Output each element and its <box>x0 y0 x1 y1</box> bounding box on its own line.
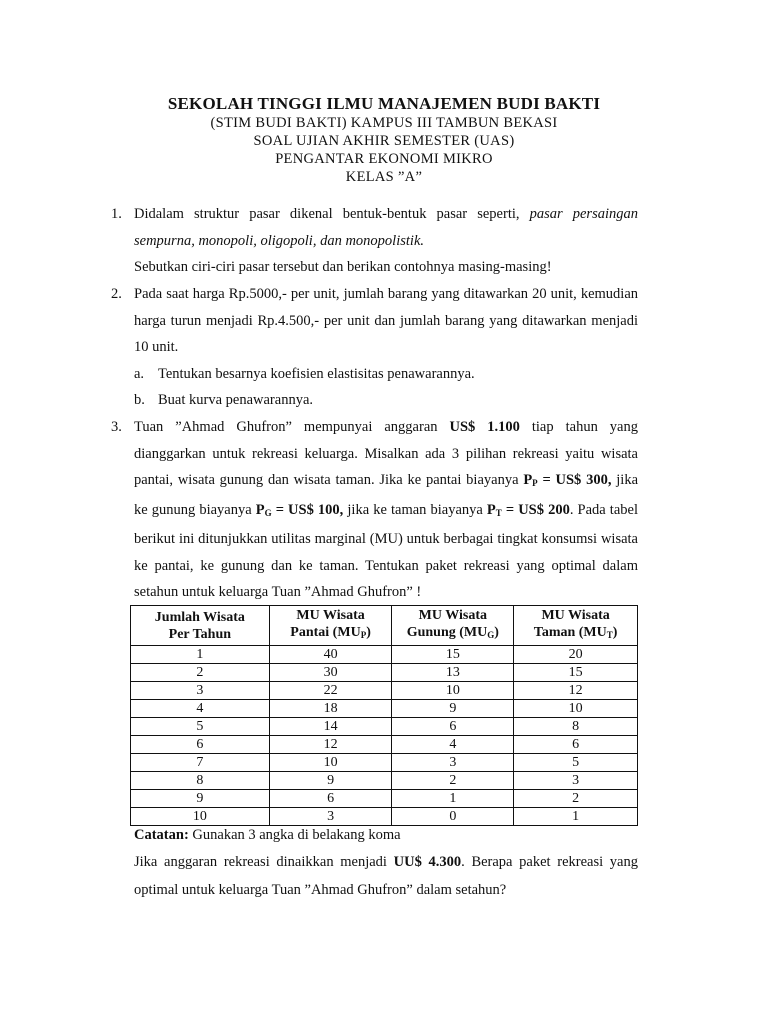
table-cell: 10 <box>131 808 270 826</box>
market-types: pasar persaingan sempurna, monopoli, oligopoli, dan monopolistik. <box>134 206 638 249</box>
header-subscript: G <box>487 630 495 640</box>
header-line: ) <box>612 625 618 640</box>
table-cell: 7 <box>131 754 270 772</box>
note-text: Gunakan 3 angka di belakang koma <box>188 827 401 843</box>
question-text <box>134 201 638 254</box>
table-cell: 3 <box>269 808 392 826</box>
table-cell: 20 <box>514 646 638 664</box>
question-number: 1. <box>111 206 122 222</box>
price-park <box>487 502 570 518</box>
table-cell: 3 <box>392 754 514 772</box>
table-cell: 9 <box>392 700 514 718</box>
question-text: Pada saat harga Rp.5000,- per unit, jumlah barang yang ditawarkan 20 unit, kemudian harga turun menjadi Rp.4.500,- per unit dan jumlah barang yang ditawarkan menjadi 10 unit. <box>134 286 638 355</box>
table-cell: 22 <box>269 682 392 700</box>
question-1 <box>111 201 638 281</box>
table-cell: 2 <box>131 664 270 682</box>
table-cell: 40 <box>269 646 392 664</box>
campus-line: (STIM BUDI BAKTI) KAMPUS III TAMBUN BEKASI <box>210 115 558 131</box>
table-cell: 4 <box>131 700 270 718</box>
table-cell: 6 <box>131 736 270 754</box>
table-cell: 2 <box>514 790 638 808</box>
table-cell: 10 <box>514 700 638 718</box>
question-number: 2. <box>111 286 122 302</box>
question-2 <box>111 281 638 414</box>
table-row <box>131 700 638 718</box>
table-row <box>131 682 638 700</box>
sub-letter: a. <box>134 365 145 382</box>
text-part: jika ke taman biayanya <box>343 501 487 518</box>
table-cell: 9 <box>131 790 270 808</box>
table-row <box>131 736 638 754</box>
header-subscript: T <box>606 630 613 640</box>
table-row <box>131 790 638 808</box>
question-text <box>134 414 638 606</box>
text-part: . Berapa paket rekreasi yang optimal untuk keluarga Tuan ”Ahmad Ghufron” dalam setahun? <box>134 854 638 898</box>
price-value: = US$ 200 <box>501 501 570 518</box>
table-cell: 5 <box>131 718 270 736</box>
price-symbol: P <box>255 501 265 518</box>
sub-letter: b. <box>134 392 145 408</box>
text-part: . Pada tabel berikut ini ditunjukkan utilitas marginal (MU) untuk berbagai tingkat konsumsi wisata ke pantai, ke gunung dan ke taman. Tentukan paket rekreasi yang optimal dalam setahun untuk keluarga Tuan ”Ahmad Ghufron” ! <box>134 501 638 600</box>
question-instruction: Sebutkan ciri-ciri pasar tersebut dan berikan contohnya masing-masing! <box>134 259 552 275</box>
note <box>134 826 401 844</box>
column-header-mountain <box>392 606 514 646</box>
table-cell: 10 <box>392 682 514 700</box>
header-line: Taman (MU <box>533 625 607 640</box>
header-subscript: P <box>360 630 367 640</box>
price-mountain <box>256 502 344 518</box>
table-cell: 1 <box>514 808 638 826</box>
table-cell: 5 <box>514 754 638 772</box>
price-beach <box>523 472 611 488</box>
sub-text: Tentukan besarnya koefisien elastisitas penawarannya. <box>158 365 475 382</box>
question-number: 3. <box>111 419 122 435</box>
table-cell: 0 <box>392 808 514 826</box>
table-cell: 1 <box>392 790 514 808</box>
text-part: jika ke gunung biayanya <box>134 472 638 518</box>
table-row <box>131 646 638 664</box>
table-cell: 10 <box>269 754 392 772</box>
price-symbol: P <box>486 501 496 518</box>
table-header-row <box>131 606 638 646</box>
header-line: MU Wisata <box>418 608 487 623</box>
price-subscript: G <box>264 507 272 518</box>
table-cell: 8 <box>131 772 270 790</box>
final-question <box>134 848 638 904</box>
table-cell: 4 <box>392 736 514 754</box>
header-line: Pantai (MU <box>290 625 361 640</box>
header-line: MU Wisata <box>541 608 610 623</box>
new-budget-value: UU$ 4.300 <box>393 854 462 870</box>
table-cell: 18 <box>269 700 392 718</box>
sub-text: Buat kurva penawarannya. <box>158 392 314 408</box>
note-label: Catatan: <box>134 827 189 843</box>
price-subscript: P <box>532 478 538 488</box>
table-cell: 13 <box>392 664 514 682</box>
table-cell: 12 <box>269 736 392 754</box>
table-cell: 3 <box>514 772 638 790</box>
table-cell: 9 <box>269 772 392 790</box>
table-body <box>131 646 638 826</box>
text-part: Jika anggaran rekreasi dinaikkan menjadi <box>134 854 394 870</box>
text-part: tiap tahun yang dianggarkan untuk rekreasi keluarga. Misalkan ada 3 pilihan rekreasi yaitu wisata pantai, wisata gunung dan wisata taman. Jika ke pantai biayanya <box>134 419 638 488</box>
header-line: ) <box>366 625 371 640</box>
column-header-quantity <box>131 606 270 646</box>
sub-question-a <box>134 361 638 388</box>
header-line: Gunung (MU <box>406 625 488 640</box>
header-line: ) <box>494 625 499 640</box>
course-line: PENGANTAR EKONOMI MIKRO <box>275 151 493 167</box>
price-symbol: P <box>523 472 533 488</box>
table-cell: 14 <box>269 718 392 736</box>
sub-question-b <box>134 387 638 414</box>
table-cell: 6 <box>269 790 392 808</box>
column-header-park <box>514 606 638 646</box>
marginal-utility-table <box>130 605 638 826</box>
table-cell: 8 <box>514 718 638 736</box>
table-cell: 12 <box>514 682 638 700</box>
table-row <box>131 664 638 682</box>
institution-title: SEKOLAH TINGGI ILMU MANAJEMEN BUDI BAKTI <box>167 94 601 113</box>
table-cell: 30 <box>269 664 392 682</box>
text-part: Tuan ”Ahmad Ghufron” mempunyai anggaran <box>134 419 450 435</box>
table-cell: 1 <box>131 646 270 664</box>
class-line: KELAS ”A” <box>345 169 423 185</box>
table-row <box>131 718 638 736</box>
table-cell: 6 <box>392 718 514 736</box>
table-cell: 2 <box>392 772 514 790</box>
document-header <box>0 94 768 186</box>
price-value: = US$ 300, <box>537 472 612 488</box>
table-cell: 6 <box>514 736 638 754</box>
table-row <box>131 772 638 790</box>
header-line: MU Wisata <box>296 608 365 623</box>
table-row <box>131 754 638 772</box>
table-row <box>131 808 638 826</box>
table-cell: 15 <box>392 646 514 664</box>
header-line: Per Tahun <box>168 626 232 642</box>
budget-value: US$ 1.100 <box>449 419 520 435</box>
exam-line: SOAL UJIAN AKHIR SEMESTER (UAS) <box>253 133 515 149</box>
table-cell: 3 <box>131 682 270 700</box>
price-value: = US$ 100, <box>271 501 344 518</box>
column-header-beach <box>269 606 392 646</box>
header-line: Jumlah Wisata <box>154 609 245 625</box>
question-3 <box>111 414 638 606</box>
table-cell: 15 <box>514 664 638 682</box>
price-subscript: T <box>495 507 502 518</box>
question-text-part: Didalam struktur pasar dikenal bentuk-bentuk pasar seperti, <box>134 206 530 222</box>
